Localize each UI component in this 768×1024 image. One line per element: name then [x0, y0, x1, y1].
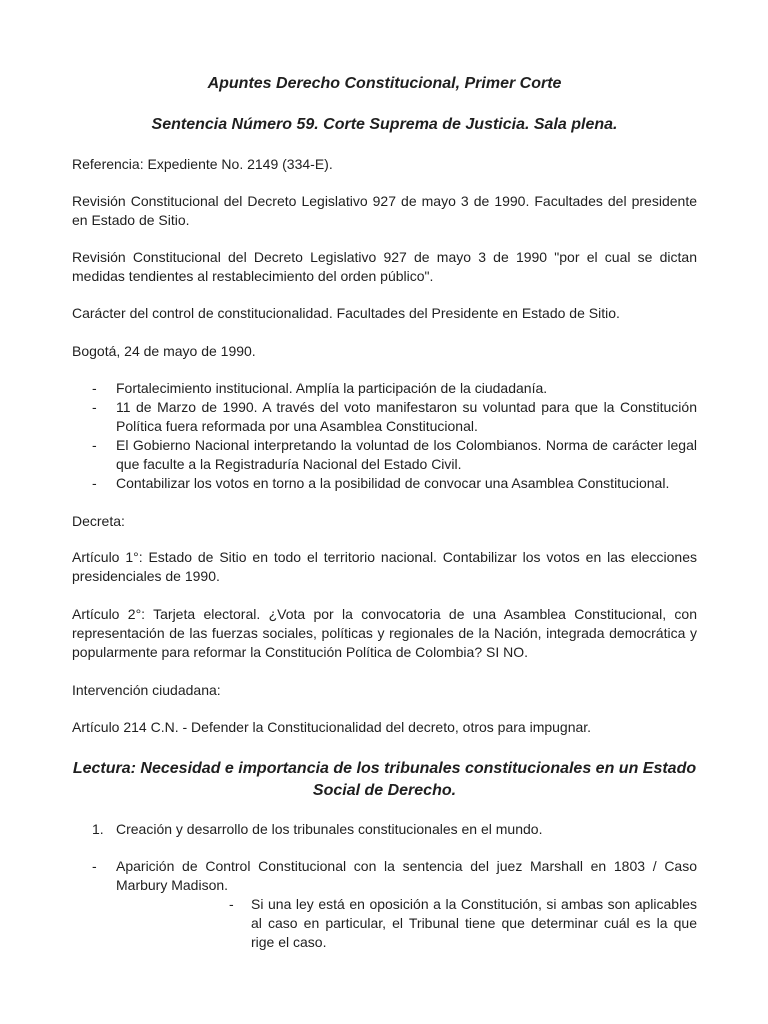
bullet-dash: -: [92, 475, 97, 491]
revision-paragraph-1: Revisión Constitucional del Decreto Legislativo 927 de mayo 3 de 1990. Facultades del presidente en Estado de Sitio.: [72, 193, 697, 228]
caracter-paragraph: Carácter del control de constitucionalidad. Facultades del Presidente en Estado de Sitio.: [72, 305, 620, 321]
list-item: [72, 857, 697, 895]
decreta-label: Decreta:: [72, 513, 125, 529]
sub-item-text: Si una ley está en oposición a la Constitución, si ambas son aplicables al caso en particular, el Tribunal tiene que determinar cuál es la que rige el caso.: [251, 896, 697, 950]
list-item-text: El Gobierno Nacional interpretando la voluntad de los Colombianos. Norma de carácter legal que faculte a la Registraduría Nacional del Estado Civil.: [116, 437, 697, 472]
list-item-text: Aparición de Control Constitucional con la sentencia del juez Marshall en 1803 / Caso Marbury Madison.: [116, 858, 697, 893]
bullet-dash: -: [92, 437, 97, 453]
document-title: Apuntes Derecho Constitucional, Primer Corte: [207, 75, 562, 92]
bullet-dash: -: [92, 380, 97, 396]
numbered-list-item: [72, 820, 697, 839]
bullet-dash: -: [229, 896, 234, 912]
bullet-list: [72, 379, 697, 493]
referencia-paragraph: Referencia: Expediente No. 2149 (334-E).: [72, 156, 333, 172]
list-item: [72, 379, 697, 398]
intervencion-label: Intervención ciudadana:: [72, 682, 221, 698]
sub-list-item: [72, 895, 697, 952]
list-item: [72, 398, 697, 436]
lectura-heading: Lectura: Necesidad e importancia de los tribunales constitucionales en un Estado Social de Derecho.: [72, 760, 697, 799]
bullet-dash: -: [92, 399, 97, 415]
bullet-dash: -: [92, 858, 97, 874]
aparicion-list: [72, 857, 697, 895]
list-item: [72, 436, 697, 474]
articulo-214-paragraph: Artículo 214 C.N. - Defender la Constitucionalidad del decreto, otros para impugnar.: [72, 719, 592, 735]
list-item-text: Fortalecimiento institucional. Amplía la participación de la ciudadanía.: [116, 380, 548, 396]
fecha-paragraph: Bogotá, 24 de mayo de 1990.: [72, 343, 256, 359]
revision-paragraph-2: Revisión Constitucional del Decreto Legislativo 927 de mayo 3 de 1990 "por el cual se dictan medidas tendientes al restablecimiento del orden público".: [72, 249, 697, 284]
list-item-text: 11 de Marzo de 1990. A través del voto manifestaron su voluntad para que la Constitución Política fuera reformada por una Asamblea Constitucional.: [116, 399, 697, 434]
list-number: 1.: [92, 821, 104, 837]
articulo-2-paragraph: Artículo 2°: Tarjeta electoral. ¿Vota por la convocatoria de una Asamblea Constitucional, con representación de las fuerzas sociales, políticas y regionales de la Nación, integrada democrática y popularmente para reformar la Constitución Política de Colombia? SI NO.: [72, 606, 697, 660]
list-item: [72, 474, 697, 493]
numbered-item-text: Creación y desarrollo de los tribunales constitucionales en el mundo.: [116, 821, 543, 837]
articulo-1-paragraph: Artículo 1°: Estado de Sitio en todo el territorio nacional. Contabilizar los votos en las elecciones presidenciales de 1990.: [72, 549, 697, 584]
list-item-text: Contabilizar los votos en torno a la posibilidad de convocar una Asamblea Constitucional.: [116, 475, 670, 491]
document-subtitle: Sentencia Número 59. Corte Suprema de Justicia. Sala plena.: [151, 116, 618, 133]
